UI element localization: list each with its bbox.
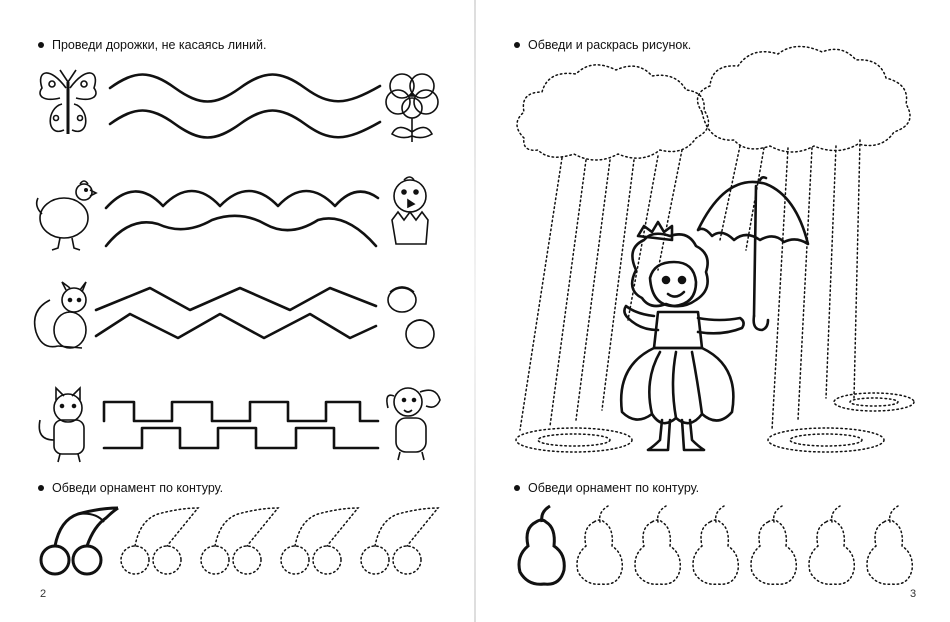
cherry-dotted-icon bbox=[201, 508, 278, 574]
right-page-artwork bbox=[476, 0, 950, 622]
flower-icon bbox=[386, 74, 438, 142]
pear-dotted-icon bbox=[809, 506, 854, 584]
zigzag-path-bottom bbox=[96, 314, 376, 338]
page-number-left: 2 bbox=[40, 588, 47, 600]
dog-icon bbox=[387, 388, 440, 460]
page-number-right: 3 bbox=[910, 588, 917, 600]
right-page bbox=[476, 0, 950, 622]
puddle-far-right-dotted bbox=[834, 393, 914, 411]
pear-dotted-icon bbox=[867, 506, 912, 584]
cat-icon bbox=[39, 388, 84, 462]
arch-path-bottom bbox=[106, 216, 376, 246]
pear-dotted-icon bbox=[751, 506, 796, 584]
hazelnut-icon bbox=[388, 287, 434, 348]
square-wave-top bbox=[104, 402, 378, 421]
zigzag-path-top bbox=[96, 288, 376, 310]
rain-lines-dotted bbox=[520, 140, 860, 430]
instruction-coloring: Обведи и раскрась рисунок. bbox=[514, 38, 691, 52]
wave-path-top bbox=[110, 75, 380, 102]
pear-dotted-icon bbox=[635, 506, 680, 584]
squirrel-icon bbox=[35, 282, 86, 348]
wave-path-bottom bbox=[110, 111, 380, 138]
girl-with-umbrella-icon bbox=[621, 177, 808, 450]
cherry-dotted-icon bbox=[361, 508, 438, 574]
hen-icon bbox=[37, 181, 96, 250]
puddle-right-dotted bbox=[768, 428, 884, 452]
puddle-left-dotted bbox=[516, 428, 632, 452]
cherry-dotted-icon bbox=[281, 508, 358, 574]
square-wave-bottom bbox=[104, 428, 378, 448]
instruction-ornament-right: Обведи орнамент по контуру. bbox=[514, 481, 699, 495]
arch-path-top bbox=[106, 191, 378, 208]
cloud-right-dotted bbox=[698, 46, 911, 152]
left-page-artwork bbox=[0, 0, 474, 622]
pear-solid-icon bbox=[519, 506, 564, 584]
chick-icon bbox=[392, 177, 428, 244]
cherry-solid-icon bbox=[41, 508, 118, 574]
instruction-paths: Проведи дорожки, не касаясь линий. bbox=[38, 38, 266, 52]
left-page bbox=[0, 0, 474, 622]
cloud-left-dotted bbox=[517, 65, 709, 160]
pear-dotted-icon bbox=[693, 506, 738, 584]
butterfly-icon bbox=[40, 70, 96, 134]
instruction-ornament-left: Обведи орнамент по контуру. bbox=[38, 481, 223, 495]
cherry-dotted-icon bbox=[121, 508, 198, 574]
pear-dotted-icon bbox=[577, 506, 622, 584]
